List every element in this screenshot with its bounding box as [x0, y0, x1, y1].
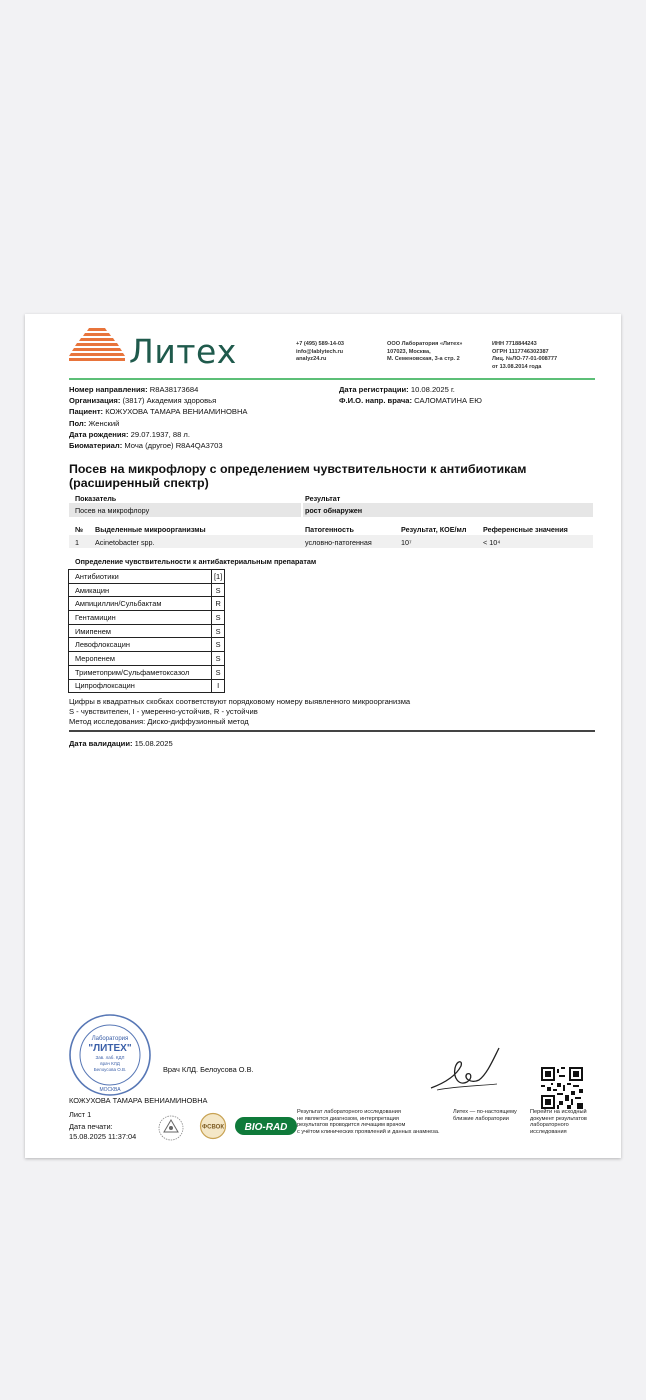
sensitivity-value: S: [212, 611, 225, 625]
patient-label: Пациент:: [69, 407, 104, 417]
org-col-pathogenicity: Патогенность: [305, 525, 354, 534]
footer-patient-name: КОЖУХОВА ТАМАРА ВЕНИАМИНОВНА: [69, 1096, 208, 1105]
org-col-result: Результат, КОЕ/мл: [401, 525, 467, 534]
direction-value: R8A38173684: [149, 385, 199, 394]
sensitivity-value: S: [212, 583, 225, 597]
sensitivity-value: S: [212, 624, 225, 638]
lab-stamp: [67, 1012, 153, 1098]
stamp-name: "ЛИТЕХ": [88, 1043, 132, 1054]
dob-value: 29.07.1937, 88 л.: [130, 429, 190, 439]
footer-lab-note: [453, 1109, 517, 1122]
qr-code[interactable]: [541, 1067, 583, 1109]
qr-note-line: Перейти на исходный: [530, 1109, 587, 1115]
table-header-row: [69, 570, 225, 584]
org-col-num: №: [75, 525, 84, 534]
org-col-name: Выделенные микроорганизмы: [95, 525, 206, 534]
table-row: [69, 679, 225, 693]
bio-rad-logo: [235, 1117, 297, 1135]
section-divider: [69, 730, 595, 732]
table-row: [69, 638, 225, 652]
table-row: [69, 665, 225, 679]
sensitivity-title: Определение чувствительности к антибактериальным препаратам: [75, 557, 317, 566]
antibiotics-table: [68, 569, 225, 693]
print-date-label: Дата печати:: [69, 1122, 113, 1131]
antibiotic-name: Триметоприм/Сульфаметоксазол: [69, 665, 212, 679]
disclaimer-line: результатов проводится лечащим врачом: [297, 1122, 406, 1129]
sensitivity-notes: [69, 697, 410, 726]
antibiotic-name: Ципрофлоксацин: [69, 679, 212, 693]
isolate-header: [1]: [212, 570, 225, 584]
note-brackets: Цифры в квадратных скобках соответствуют порядковому номеру выявленного микроорганизма: [69, 697, 411, 706]
note-legend: S - чувствителен, I - умеренно-устойчив, R - устойчив: [69, 706, 258, 716]
patient-value: КОЖУХОВА ТАМАРА ВЕНИАМИНОВНА: [105, 407, 248, 417]
registration-info: [339, 384, 482, 406]
dob-label: Дата рождения:: [69, 429, 129, 439]
org-label: Организация:: [69, 396, 121, 406]
indicator-value: Посев на микрофлору: [75, 506, 150, 515]
organism-pathogenicity: условно-патогенная: [305, 538, 372, 547]
fsvok-text: ФСВОК: [202, 1124, 224, 1131]
result-value: рост обнаружен: [305, 506, 363, 515]
sensitivity-value: S: [212, 652, 225, 666]
litekh-logo-mark: [69, 328, 125, 364]
sheet-number: Лист 1: [69, 1110, 92, 1119]
certification-logo: [157, 1114, 185, 1142]
patient-info: [69, 384, 248, 451]
sensitivity-value: R: [212, 597, 225, 611]
license-date: от 13.08.2014 года: [492, 363, 542, 370]
qr-note-line: исследования: [530, 1128, 567, 1135]
footer-disclaimer: [297, 1109, 440, 1135]
company-address: М. Семеновская, 3-а стр. 2: [387, 356, 460, 363]
org-value: (3817) Академия здоровья: [122, 396, 217, 406]
sex-label: Пол:: [69, 418, 87, 428]
header-legal: [492, 341, 557, 371]
sex-value: Женский: [88, 418, 120, 428]
antibiotic-name: Левофлоксацин: [69, 638, 212, 652]
col-indicator: Показатель: [75, 494, 117, 503]
header-contacts: [296, 341, 344, 364]
qr-note-line: документ результатов: [530, 1115, 587, 1122]
validation-value: 15.08.2025: [134, 739, 173, 748]
bio-rad-text: BIO-RAD: [244, 1122, 288, 1133]
license: Лиц. №ЛО-77-01-008777: [492, 356, 558, 363]
brand-name: Литех: [129, 332, 237, 371]
sensitivity-value: S: [212, 665, 225, 679]
note-method: Метод исследования: Диско-диффузионный метод: [69, 716, 249, 726]
qr-note-line: лабораторного: [530, 1122, 569, 1129]
antibiotic-name: Гентамицин: [69, 611, 212, 625]
antibiotic-name: Ампициллин/Сульбактам: [69, 597, 212, 611]
direction-label: Номер направления:: [69, 385, 148, 394]
website: analyz24.ru: [296, 356, 327, 363]
company-name: ООО Лаборатория «Литех»: [387, 341, 463, 347]
footer-qr-note: [530, 1109, 587, 1135]
doctor-label: Ф.И.О. напр. врача:: [339, 396, 413, 406]
stamp-city: МОСКВА: [99, 1087, 121, 1093]
inn: ИНН 7718844243: [492, 341, 537, 347]
ogrn: ОГРН 1117746302387: [492, 348, 549, 355]
company-city: 107023, Москва,: [387, 348, 431, 355]
header-divider: [69, 378, 595, 380]
sensitivity-value: I: [212, 679, 225, 693]
doctor-value: САЛОМАТИНА ЕЮ: [414, 396, 482, 406]
reg-label: Дата регистрации:: [339, 385, 409, 394]
antibiotic-name: Имипенем: [69, 624, 212, 638]
cell-separator: [301, 503, 303, 517]
organism-result: 10⁷: [401, 538, 412, 547]
doctor-signature-line: Врач КЛД. Белоусова О.В.: [163, 1065, 254, 1074]
biomaterial-label: Биоматериал:: [69, 441, 123, 451]
antibiotic-name: Амикацин: [69, 583, 212, 597]
email: info@lablytech.ru: [296, 348, 344, 355]
biomaterial-value: Моча (другое) R8A4QA3703: [124, 441, 223, 451]
antibiotic-name: Меропенем: [69, 652, 212, 666]
stamp-line-4: врач КЛД: [100, 1061, 120, 1066]
stamp-line-5: Белоусова О.В.: [93, 1067, 127, 1072]
table-row: [69, 624, 225, 638]
print-date-value: 15.08.2025 11:37:04: [69, 1132, 137, 1141]
disclaimer-line: не является диагнозом, интерпретация: [297, 1115, 399, 1122]
disclaimer-line: с учётом клинических проявлений и данных анамнеза.: [297, 1128, 440, 1135]
fsvok-logo: [199, 1112, 227, 1140]
table-row: [69, 611, 225, 625]
organism-name: Acinetobacter spp.: [95, 538, 155, 547]
organism-num: 1: [75, 538, 79, 547]
disclaimer-line: Результат лабораторного исследования: [297, 1109, 401, 1115]
result-document: [25, 314, 621, 1158]
header-company: [387, 341, 462, 364]
phone: +7 (495) 589-14-03: [296, 341, 345, 347]
lab-note-line: Литех — по-настоящему: [453, 1109, 517, 1115]
sensitivity-value: S: [212, 638, 225, 652]
stamp-lab: Лаборатория: [91, 1036, 129, 1042]
organism-ref: < 10⁴: [483, 538, 501, 547]
signature: [427, 1042, 507, 1094]
table-row: [69, 652, 225, 666]
stamp-line-3: Зав. лаб. КДЛ: [95, 1055, 125, 1060]
validation-label: Дата валидации:: [69, 739, 133, 748]
antibiotics-header: Антибиотики: [69, 570, 212, 584]
org-col-ref: Референсные значения: [483, 525, 568, 534]
col-result: Результат: [305, 494, 341, 503]
lab-note-line: близкие лаборатории: [453, 1115, 509, 1122]
test-title: Посев на микрофлору с определением чувствительности к антибиотикам (расширенный спектр): [69, 462, 527, 490]
reg-value: 10.08.2025 г.: [410, 385, 455, 394]
validation-date: [69, 738, 173, 749]
table-row: [69, 583, 225, 597]
table-row: [69, 597, 225, 611]
